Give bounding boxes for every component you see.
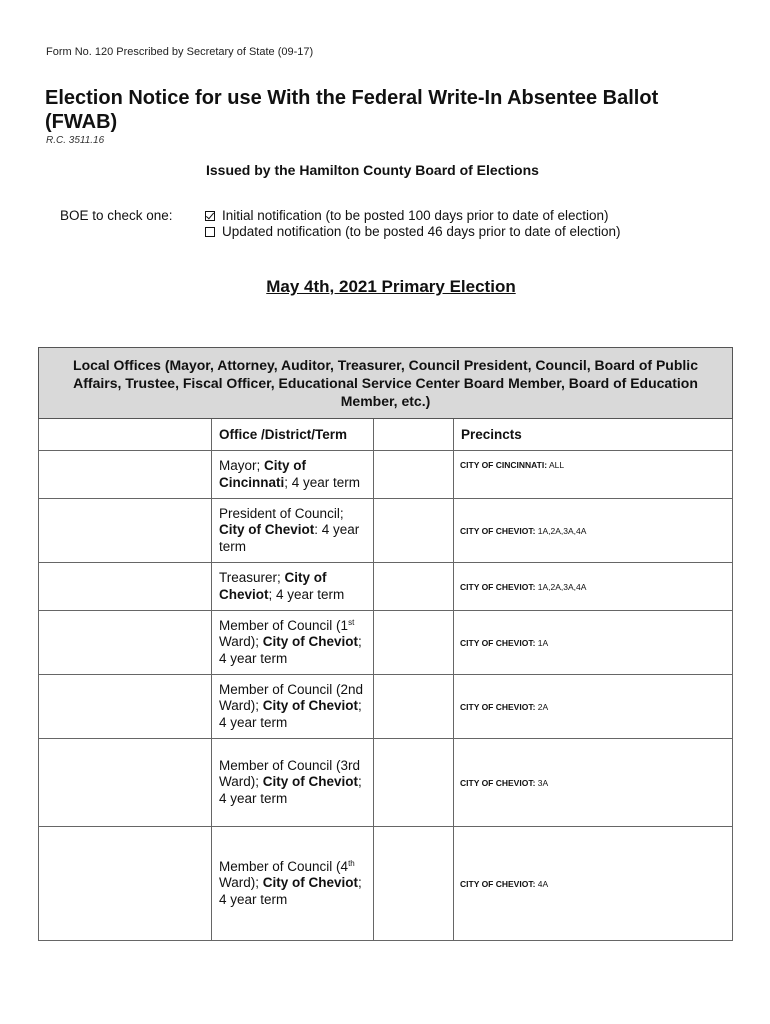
col-header-office: Office /District/Term	[212, 419, 374, 451]
precinct-cell: CITY OF CHEVIOT: 4A	[454, 827, 733, 941]
statute-reference: R.C. 3511.16	[46, 135, 105, 146]
office-cell: Member of Council (3rd Ward); City of Cheviot; 4 year term	[212, 739, 374, 827]
empty-cell	[374, 739, 454, 827]
empty-cell	[39, 499, 212, 563]
check-label: BOE to check one:	[60, 208, 173, 223]
notification-options	[205, 208, 621, 240]
empty-cell	[374, 419, 454, 451]
table-row	[39, 739, 733, 827]
table-row	[39, 451, 733, 499]
office-cell: Member of Council (1st Ward); City of Cheviot; 4 year term	[212, 611, 374, 675]
form-number: Form No. 120 Prescribed by Secretary of State (09-17)	[46, 46, 314, 58]
section-header: Local Offices (Mayor, Attorney, Auditor, Treasurer, Council President, Council, Board of Public Affairs, Trustee, Fiscal Officer, Educational Service Center Board Member, Board of Education Member, etc.)	[39, 348, 733, 419]
election-title: May 4th, 2021 Primary Election	[266, 277, 516, 296]
table-row	[39, 499, 733, 563]
precinct-cell: CITY OF CHEVIOT: 2A	[454, 675, 733, 739]
empty-cell	[374, 827, 454, 941]
empty-cell	[39, 675, 212, 739]
table-column-headers	[39, 419, 733, 451]
office-cell: Member of Council (4th Ward); City of Cheviot; 4 year term	[212, 827, 374, 941]
precinct-cell: CITY OF CHEVIOT: 1A	[454, 611, 733, 675]
empty-cell	[374, 499, 454, 563]
empty-cell	[39, 611, 212, 675]
offices-table	[38, 347, 733, 941]
empty-cell	[39, 827, 212, 941]
updated-notification-option[interactable]	[205, 224, 621, 240]
issued-by: Issued by the Hamilton County Board of Elections	[206, 162, 539, 178]
precinct-cell: CITY OF CHEVIOT: 1A,2A,3A,4A	[454, 563, 733, 611]
table-row	[39, 675, 733, 739]
table-row	[39, 611, 733, 675]
empty-cell	[39, 739, 212, 827]
empty-cell	[374, 611, 454, 675]
unchecked-box-icon[interactable]	[205, 227, 215, 237]
precinct-cell: CITY OF CINCINNATI: ALL	[454, 451, 733, 499]
col-header-precincts: Precincts	[454, 419, 733, 451]
office-cell: Mayor; City of Cincinnati; 4 year term	[212, 451, 374, 499]
initial-notification-label: Initial notification (to be posted 100 days prior to date of election)	[222, 208, 609, 223]
table-row	[39, 563, 733, 611]
precinct-cell: CITY OF CHEVIOT: 1A,2A,3A,4A	[454, 499, 733, 563]
updated-notification-label: Updated notification (to be posted 46 days prior to date of election)	[222, 224, 621, 239]
empty-cell	[374, 451, 454, 499]
initial-notification-option[interactable]	[205, 208, 621, 224]
empty-cell	[374, 563, 454, 611]
office-cell: President of Council; City of Cheviot: 4 year term	[212, 499, 374, 563]
empty-cell	[374, 675, 454, 739]
checked-box-icon[interactable]	[205, 211, 215, 221]
empty-cell	[39, 451, 212, 499]
office-cell: Treasurer; City of Cheviot; 4 year term	[212, 563, 374, 611]
precinct-cell: CITY OF CHEVIOT: 3A	[454, 739, 733, 827]
empty-cell	[39, 563, 212, 611]
empty-cell	[39, 419, 212, 451]
page-title: Election Notice for use With the Federal Write-In Absentee Ballot (FWAB)	[45, 87, 659, 133]
office-cell: Member of Council (2nd Ward); City of Cheviot; 4 year term	[212, 675, 374, 739]
table-row	[39, 827, 733, 941]
